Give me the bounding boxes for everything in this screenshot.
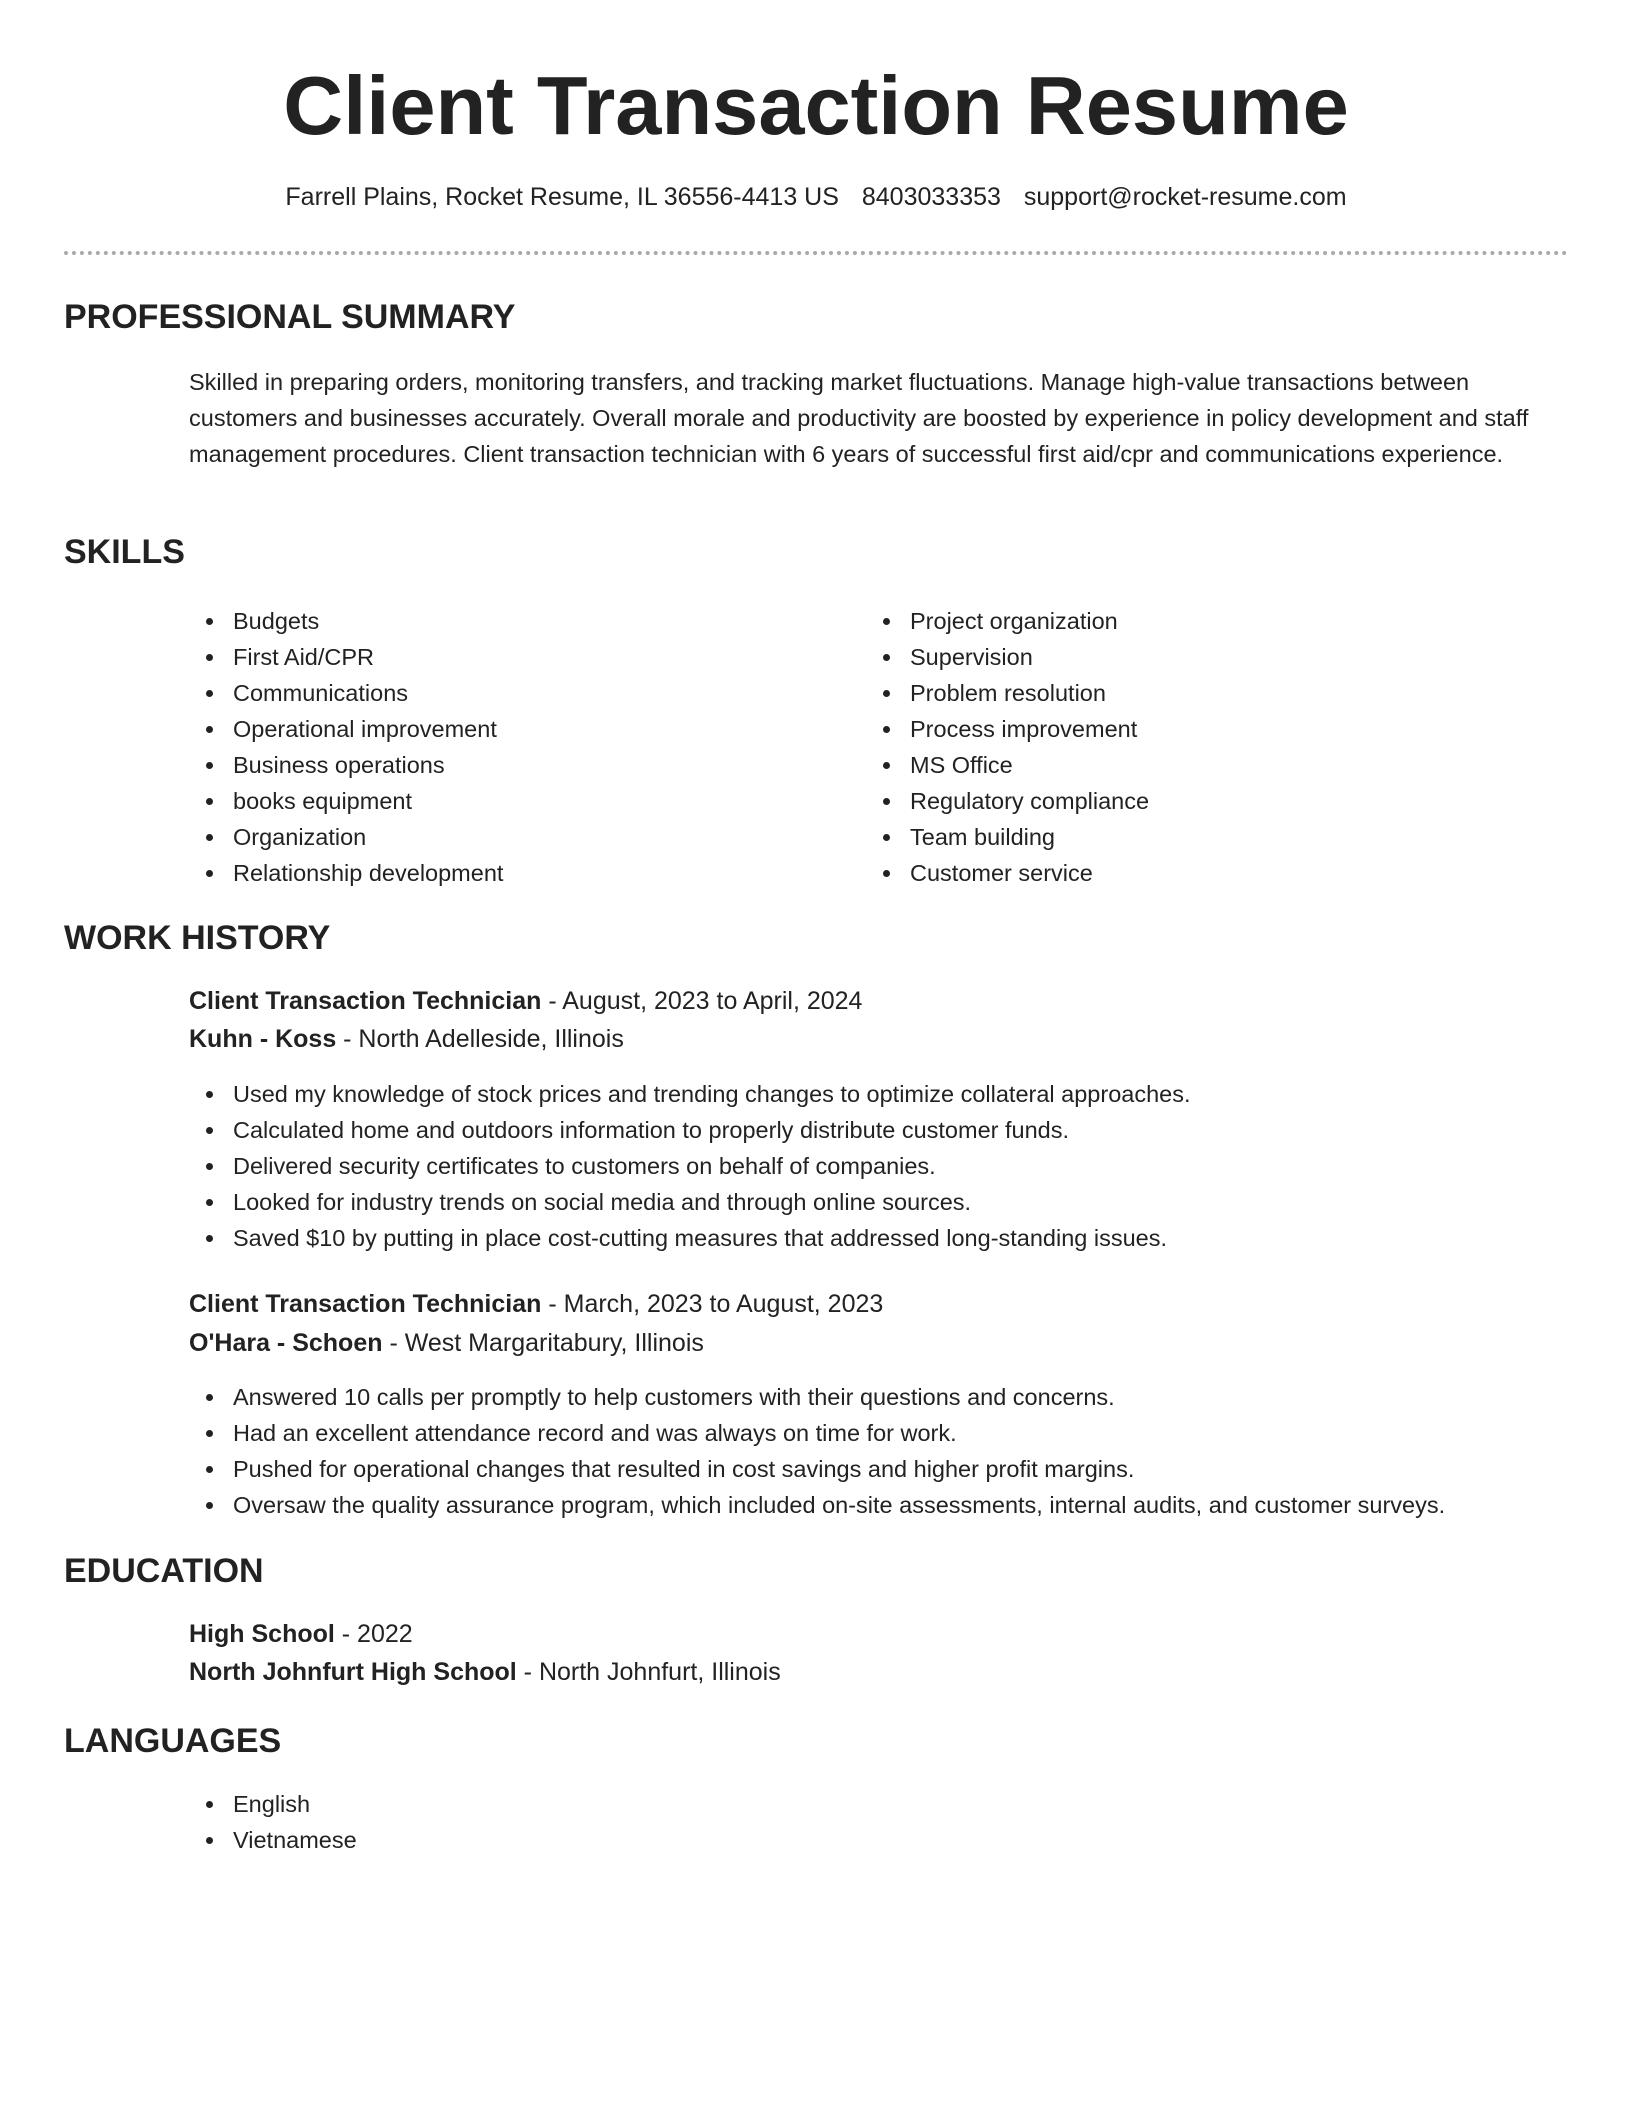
job-1-bullets (189, 1076, 1191, 1256)
skill-item: MS Office (866, 747, 1149, 783)
job-1-company: Kuhn - Koss (189, 1025, 337, 1053)
skill-item: Process improvement (866, 711, 1149, 747)
contact-line (0, 180, 1632, 214)
skill-item: Communications (189, 675, 503, 711)
education-degree-line (189, 1616, 413, 1652)
job-bullet: Delivered security certificates to customers on behalf of companies. (189, 1148, 1191, 1184)
job-bullet: Used my knowledge of stock prices and trending changes to optimize collateral approaches. (189, 1076, 1191, 1112)
skill-item: Organization (189, 819, 503, 855)
skill-item: Supervision (866, 639, 1149, 675)
skill-item: Relationship development (189, 855, 503, 891)
contact-phone: 8403033353 (861, 183, 1001, 211)
skills-list-right (866, 603, 1149, 891)
contact-address: Farrell Plains, Rocket Resume, IL 36556-4413 US (285, 183, 839, 211)
education-heading: EDUCATION (64, 1552, 264, 1590)
skill-item: Project organization (866, 603, 1149, 639)
job-bullet: Had an excellent attendance record and was always on time for work. (189, 1415, 1445, 1451)
skill-item: Operational improvement (189, 711, 503, 747)
job-2-title: Client Transaction Technician (189, 1290, 542, 1318)
job-bullet: Oversaw the quality assurance program, which included on-site assessments, internal audits, and customer surveys. (189, 1487, 1445, 1523)
job-1-dates: - August, 2023 to April, 2024 (541, 987, 863, 1015)
summary-text: Skilled in preparing orders, monitoring transfers, and tracking market fluctuations. Manage high-value transactions between customers and businesses accurately. Overall morale and productivity are boosted by experience in policy development and staff management procedures. Client transaction technician with 6 years of successful first aid/cpr and communications experience. (189, 369, 1529, 467)
languages-list (189, 1786, 357, 1858)
resume-title: Client Transaction Resume (283, 59, 1349, 152)
skill-item: Regulatory compliance (866, 783, 1149, 819)
skill-item: books equipment (189, 783, 503, 819)
job-1-title-line (189, 983, 862, 1019)
skill-item: First Aid/CPR (189, 639, 503, 675)
languages-heading: LANGUAGES (64, 1722, 282, 1760)
education-school-line (189, 1654, 781, 1690)
skills-heading: SKILLS (64, 533, 185, 571)
work-heading: WORK HISTORY (64, 919, 331, 957)
skill-item: Customer service (866, 855, 1149, 891)
language-item: English (189, 1786, 357, 1822)
education-degree: High School (189, 1620, 335, 1648)
contact-email: support@rocket-resume.com (1023, 183, 1347, 211)
education-year: - 2022 (334, 1620, 413, 1648)
skill-item: Team building (866, 819, 1149, 855)
job-bullet: Looked for industry trends on social media and through online sources. (189, 1184, 1191, 1220)
job-1-location: - North Adelleside, Illinois (336, 1025, 624, 1053)
education-school: North Johnfurt High School (189, 1658, 517, 1686)
skill-item: Budgets (189, 603, 503, 639)
job-2-title-line (189, 1286, 883, 1322)
skills-list-left (189, 603, 503, 891)
education-location: - North Johnfurt, Illinois (516, 1658, 781, 1686)
skill-item: Business operations (189, 747, 503, 783)
job-bullet: Calculated home and outdoors information to properly distribute customer funds. (189, 1112, 1191, 1148)
job-bullet: Saved $10 by putting in place cost-cutting measures that addressed long-standing issues. (189, 1220, 1191, 1256)
job-1-title: Client Transaction Technician (189, 987, 542, 1015)
job-2-dates: - March, 2023 to August, 2023 (541, 1290, 884, 1318)
header-divider (64, 251, 1568, 255)
job-bullet: Answered 10 calls per promptly to help customers with their questions and concerns. (189, 1379, 1445, 1415)
summary-heading: PROFESSIONAL SUMMARY (64, 298, 516, 336)
skill-item: Problem resolution (866, 675, 1149, 711)
job-2-location: - West Margaritabury, Illinois (382, 1329, 704, 1357)
language-item: Vietnamese (189, 1822, 357, 1858)
job-bullet: Pushed for operational changes that resulted in cost savings and higher profit margins. (189, 1451, 1445, 1487)
job-2-bullets (189, 1379, 1445, 1523)
job-1-company-line (189, 1021, 624, 1057)
job-2-company-line (189, 1325, 704, 1361)
job-2-company: O'Hara - Schoen (189, 1329, 383, 1357)
